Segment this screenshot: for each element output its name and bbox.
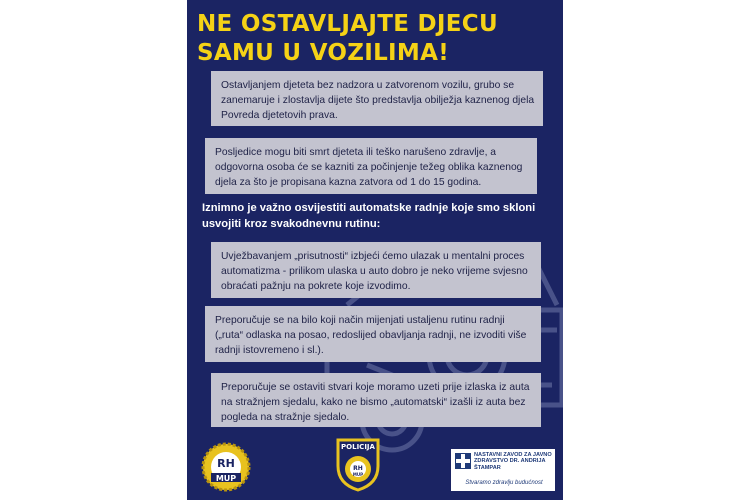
policija-label: POLICIJA <box>341 443 375 451</box>
policija-badge-logo <box>334 436 382 492</box>
policija-inner-bottom: MUP <box>352 472 364 477</box>
info-box-2: Posljedice mogu biti smrt djeteta ili teško narušeno zdravlje, a odgovorna osoba će se kazniti za počinjenje težeg oblika kaznenog djela za što je propisana kazna zatvora od 1 do 15 godina. <box>205 138 537 194</box>
partner-logo <box>451 449 555 491</box>
tip-box-3: Preporučuje se ostaviti stvari koje moramo uzeti prije izlaska iz auta na stražnjem sjedalu, kako ne bismo „automatski“ izašli iz auta bez pogleda na stražnje sjedalo. <box>211 373 541 427</box>
page-title <box>197 10 557 68</box>
rh-mup-logo-top: RH <box>217 457 235 470</box>
partner-name: NASTAVNI ZAVOD ZA JAVNO ZDRAVSTVO DR. ANDRIJA ŠTAMPAR <box>474 452 552 471</box>
section-heading: Iznimno je važno osvijestiti automatske radnje koje smo skloni usvojiti kroz svakodnevnu rutinu: <box>202 202 536 230</box>
info-box-1: Ostavljanjem djeteta bez nadzora u zatvorenom vozilu, grubo se zanemaruje i zlostavlja dijete što predstavlja obilježja kaznenog djela Povreda djetetovih prava. <box>211 71 543 126</box>
rh-mup-logo-bottom: MUP <box>215 474 237 483</box>
title-line-1: NE OSTAVLJAJTE DJECU <box>197 11 498 37</box>
poster <box>187 0 563 500</box>
policija-inner-top: RH <box>353 465 363 472</box>
partner-slogan: Stvaramo zdravlju budućnost <box>465 480 543 486</box>
title-line-2: SAMU U VOZILIMA! <box>197 40 449 66</box>
tip-box-2: Preporučuje se na bilo koji način mijenjati ustaljenu rutinu radnji („ruta“ odlaska na posao, redoslijed obavljanja radnji, ne izvoditi više radnji istovremeno i sl.). <box>205 306 541 362</box>
rh-mup-logo <box>201 441 251 493</box>
tip-box-1: Uvježbavanjem „prisutnosti“ izbjeći ćemo ulazak u mentalni proces automatizma - prilikom ulaska u auto dobro je neko vrijeme svjesno obraćati pažnju na pokrete koje izvodimo. <box>211 242 541 298</box>
health-cross-icon <box>455 453 471 469</box>
